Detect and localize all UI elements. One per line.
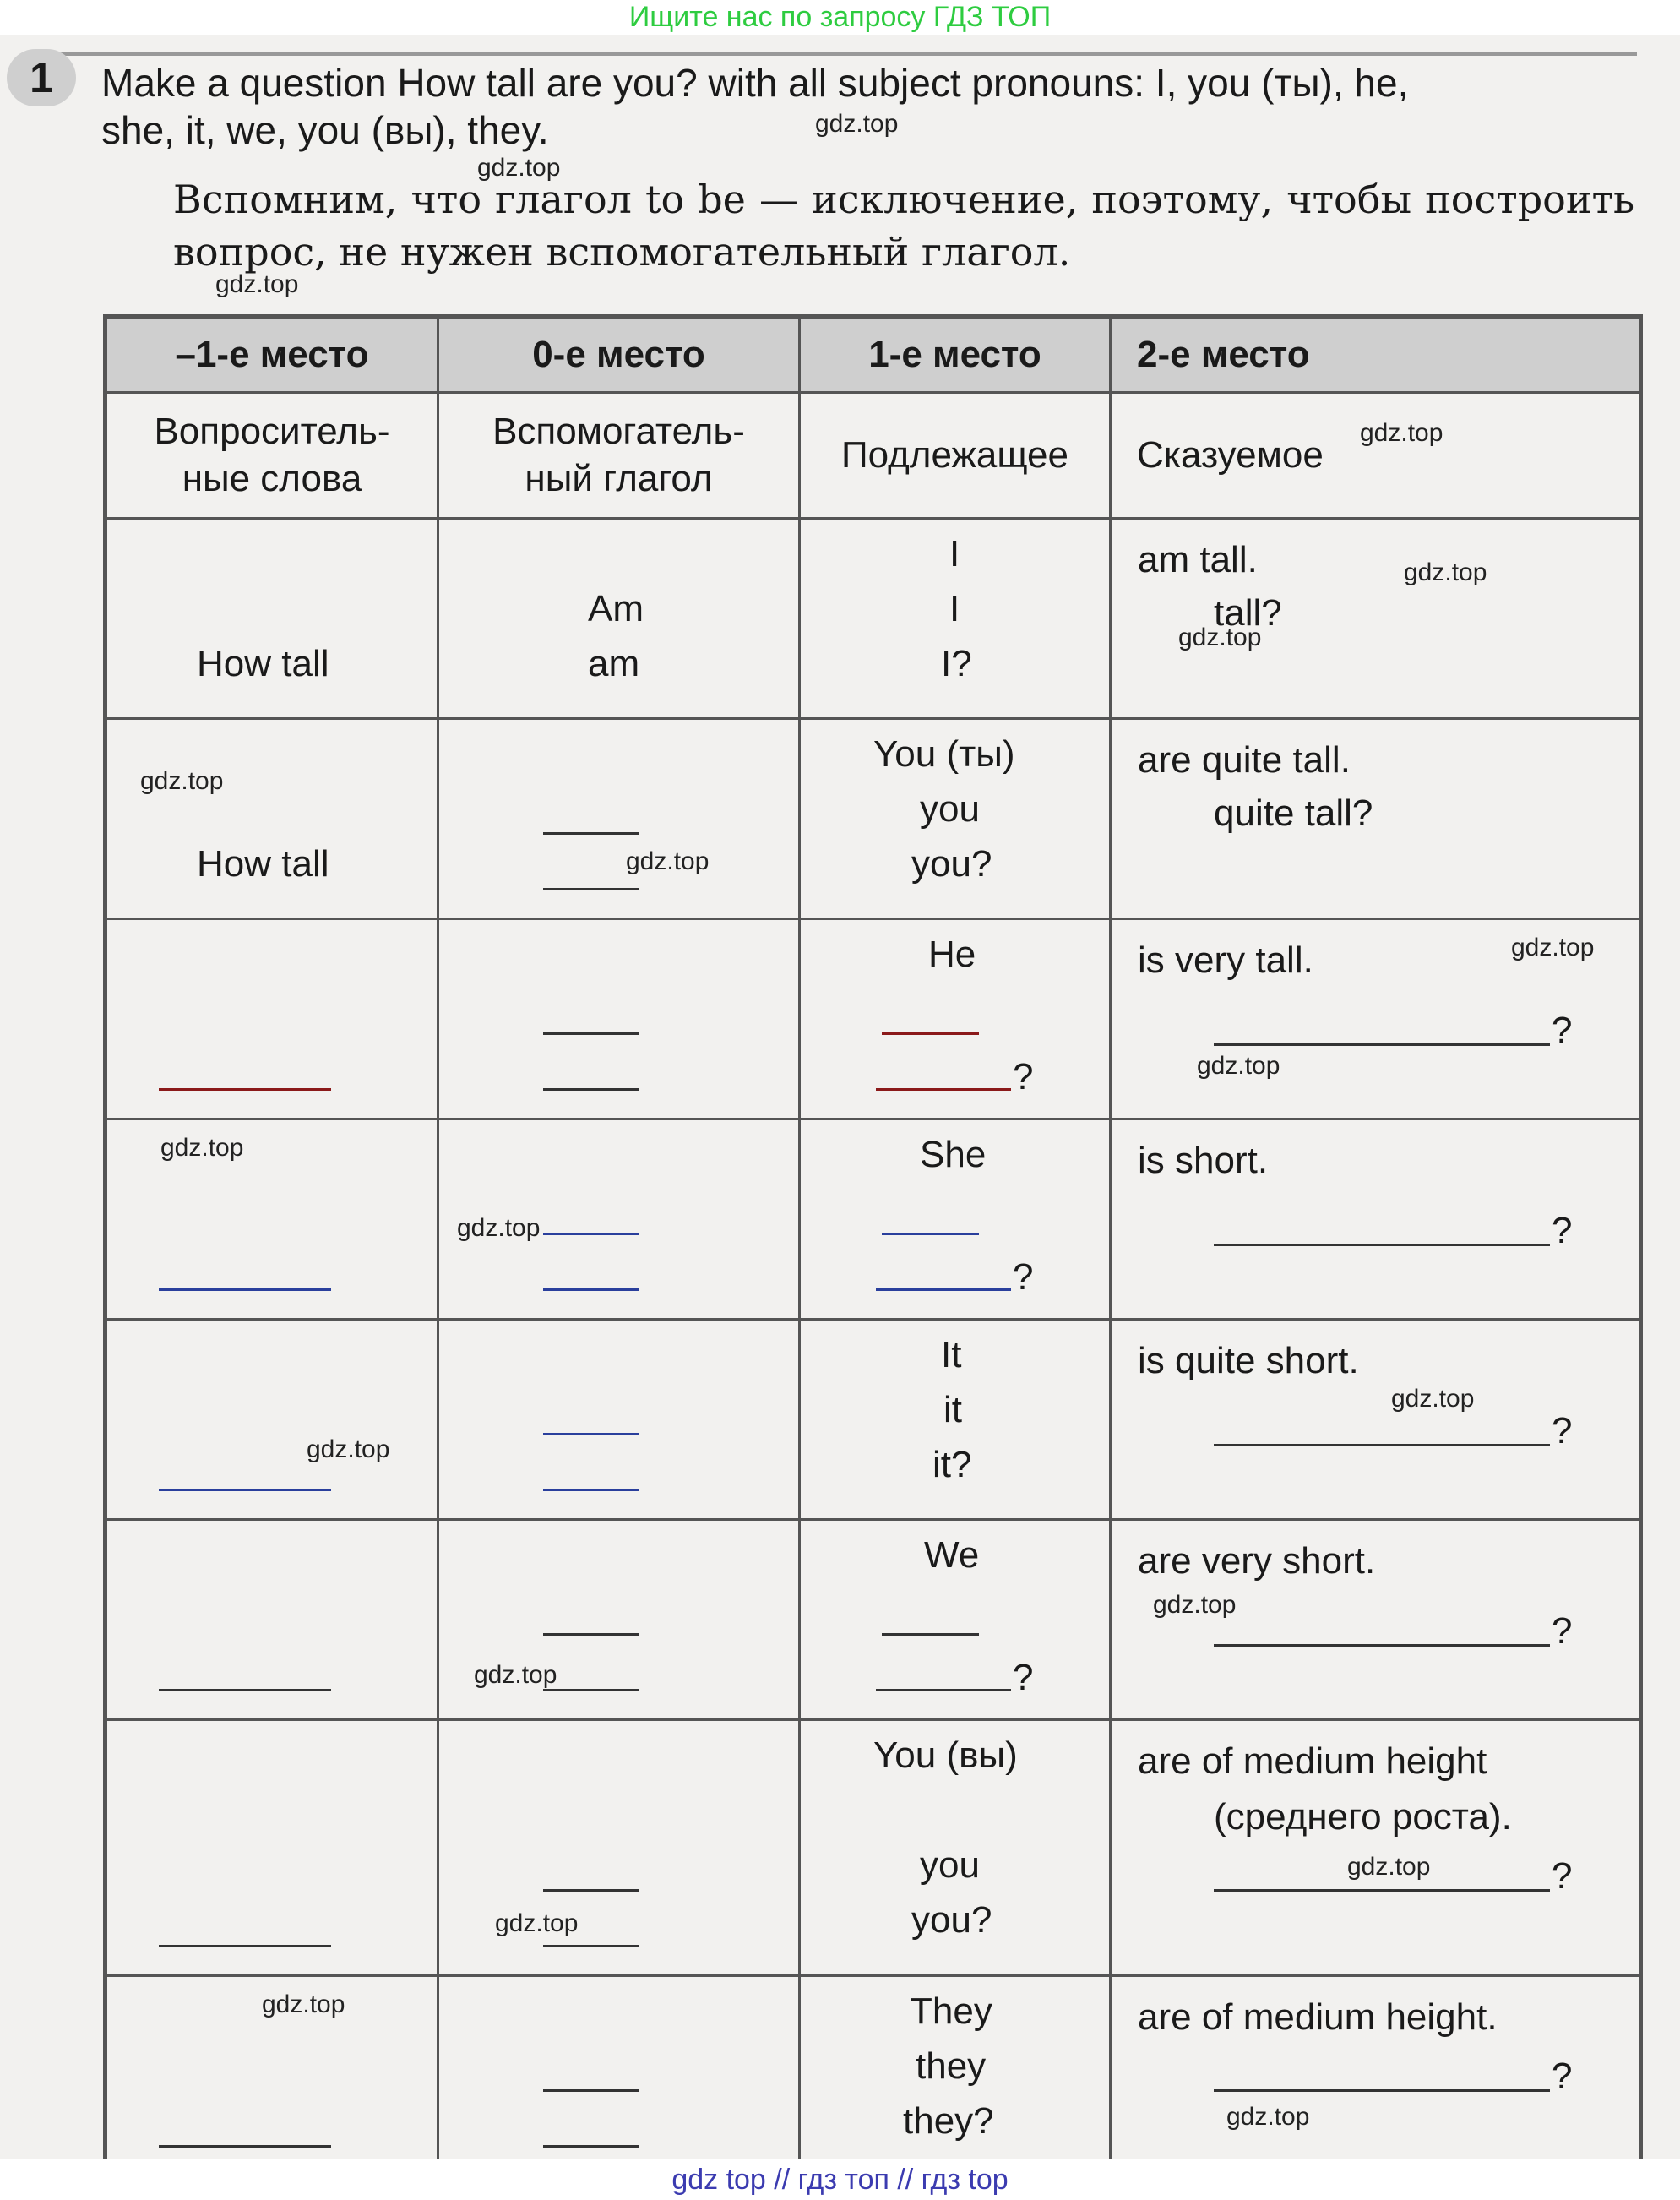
grammar-note: Вспомним, что глагол to be — исключение, поэтому, чтобы построить вопрос, не нужен вспомогательный глагол. bbox=[173, 177, 1634, 275]
watermark: gdz.top bbox=[307, 1435, 390, 1463]
answer-blank[interactable] bbox=[159, 1689, 331, 1691]
question-mark: ? bbox=[1013, 1056, 1034, 1097]
answer-blank[interactable] bbox=[543, 2145, 639, 2148]
task-line-1: Make a question How tall are you? with all subject pronouns: I, you (ты), he, bbox=[101, 61, 1409, 105]
answer-blank[interactable] bbox=[543, 1032, 639, 1035]
watermark: gdz.top bbox=[474, 1661, 557, 1689]
divider bbox=[57, 52, 1637, 56]
answer-blank[interactable] bbox=[159, 1288, 331, 1291]
subheader-col-2: Вспомогатель- ный глагол bbox=[438, 393, 800, 519]
answer-blank[interactable] bbox=[543, 2089, 639, 2092]
answer-blank[interactable] bbox=[543, 1233, 639, 1235]
watermark: gdz.top bbox=[140, 767, 224, 795]
subject: I bbox=[949, 588, 960, 629]
watermark: gdz.top bbox=[1178, 624, 1262, 651]
watermark: gdz.top bbox=[495, 1909, 579, 1937]
header-col-1: –1-е место bbox=[106, 317, 438, 393]
answer-blank[interactable] bbox=[159, 1945, 331, 1947]
answer-blank[interactable] bbox=[159, 1489, 331, 1491]
answer-blank[interactable] bbox=[543, 1088, 639, 1091]
exercise-number: 1 bbox=[7, 49, 76, 106]
watermark: gdz.top bbox=[457, 1214, 541, 1242]
watermark: gdz.top bbox=[1511, 934, 1595, 961]
predicate: (среднего роста). bbox=[1214, 1796, 1512, 1838]
answer-blank[interactable] bbox=[876, 1288, 1011, 1291]
subject: you? bbox=[911, 843, 992, 885]
subject: It bbox=[941, 1334, 962, 1375]
answer-blank[interactable] bbox=[1214, 1644, 1550, 1647]
predicate: is short. bbox=[1138, 1140, 1269, 1181]
subject: We bbox=[924, 1534, 980, 1576]
question-mark: ? bbox=[1552, 1855, 1573, 1897]
watermark: gdz.top bbox=[815, 110, 899, 138]
header-col-4: 2-е место bbox=[1111, 317, 1641, 393]
subject: He bbox=[928, 934, 976, 975]
subject: They bbox=[910, 1990, 992, 2032]
table-row bbox=[106, 519, 1641, 719]
question-word: How tall bbox=[197, 643, 329, 684]
top-banner[interactable]: Ищите нас по запросу ГДЗ ТОП bbox=[0, 0, 1680, 35]
answer-blank[interactable] bbox=[882, 1233, 979, 1235]
question-mark: ? bbox=[1552, 1210, 1573, 1251]
watermark: gdz.top bbox=[1197, 1052, 1280, 1080]
predicate: are very short. bbox=[1138, 1540, 1376, 1582]
table-row bbox=[106, 1520, 1641, 1720]
predicate: is very tall. bbox=[1138, 939, 1313, 981]
answer-blank[interactable] bbox=[543, 1433, 639, 1435]
question-word: How tall bbox=[197, 843, 329, 885]
subject: it? bbox=[932, 1444, 972, 1485]
predicate: are of medium height. bbox=[1138, 1996, 1498, 2038]
answer-blank[interactable] bbox=[543, 1288, 639, 1291]
answer-blank[interactable] bbox=[882, 1032, 979, 1035]
predicate: tall? bbox=[1214, 592, 1282, 634]
watermark: gdz.top bbox=[1226, 2103, 1310, 2131]
answer-blank[interactable] bbox=[1214, 1889, 1550, 1892]
subject: you bbox=[920, 1844, 980, 1886]
answer-blank[interactable] bbox=[543, 832, 639, 835]
question-mark: ? bbox=[1552, 1010, 1573, 1051]
question-mark: ? bbox=[1013, 1657, 1034, 1698]
predicate: am tall. bbox=[1138, 539, 1258, 580]
answer-blank[interactable] bbox=[1214, 1043, 1550, 1046]
watermark: gdz.top bbox=[477, 154, 561, 182]
header-col-3: 1-е место bbox=[800, 317, 1111, 393]
subject: I? bbox=[941, 643, 972, 684]
task-line-2: she, it, we, you (вы), they. bbox=[101, 108, 549, 152]
bottom-banner[interactable]: gdz top // гдз топ // гдз top bbox=[0, 2159, 1680, 2200]
subject: I bbox=[949, 533, 960, 575]
subheader-col-3: Подлежащее bbox=[800, 393, 1111, 519]
watermark: gdz.top bbox=[626, 847, 710, 875]
exercise-table bbox=[103, 314, 1643, 2179]
answer-blank[interactable] bbox=[543, 888, 639, 890]
answer-blank[interactable] bbox=[159, 1088, 331, 1091]
subject: you? bbox=[911, 1899, 992, 1941]
subject: you bbox=[920, 788, 980, 830]
question-mark: ? bbox=[1552, 1610, 1573, 1652]
answer-blank[interactable] bbox=[543, 1489, 639, 1491]
subject: She bbox=[920, 1134, 987, 1175]
answer-blank[interactable] bbox=[1214, 1244, 1550, 1246]
watermark: gdz.top bbox=[262, 1990, 345, 2018]
header-col-2: 0-е место bbox=[438, 317, 800, 393]
subheader-col-4: Сказуемое bbox=[1111, 393, 1641, 519]
answer-blank[interactable] bbox=[159, 2145, 331, 2148]
question-mark: ? bbox=[1552, 1410, 1573, 1451]
answer-blank[interactable] bbox=[876, 1088, 1011, 1091]
answer-blank[interactable] bbox=[543, 1945, 639, 1947]
subject: it bbox=[943, 1389, 962, 1430]
question-mark: ? bbox=[1013, 1256, 1034, 1298]
watermark: gdz.top bbox=[1347, 1853, 1431, 1881]
predicate: is quite short. bbox=[1138, 1340, 1359, 1381]
answer-blank[interactable] bbox=[543, 1633, 639, 1636]
answer-blank[interactable] bbox=[543, 1689, 639, 1691]
predicate: quite tall? bbox=[1214, 792, 1373, 834]
table-row bbox=[106, 719, 1641, 919]
task-text bbox=[101, 59, 1639, 154]
subject: they bbox=[916, 2045, 987, 2087]
watermark: gdz.top bbox=[1360, 419, 1443, 447]
question-mark: ? bbox=[1552, 2056, 1573, 2097]
aux-verb: am bbox=[588, 643, 640, 684]
subject: You (вы) bbox=[873, 1734, 1018, 1776]
watermark: gdz.top bbox=[160, 1134, 244, 1162]
watermark: gdz.top bbox=[215, 270, 299, 298]
answer-blank[interactable] bbox=[876, 1689, 1011, 1691]
table-row bbox=[106, 1320, 1641, 1520]
subheader-col-1: Вопроситель- ные слова bbox=[106, 393, 438, 519]
predicate: are of medium height bbox=[1138, 1740, 1487, 1782]
answer-blank[interactable] bbox=[543, 1889, 639, 1892]
aux-verb: Am bbox=[588, 588, 644, 629]
answer-blank[interactable] bbox=[1214, 2089, 1550, 2092]
subject: You (ты) bbox=[873, 733, 1015, 775]
answer-blank[interactable] bbox=[882, 1633, 979, 1636]
watermark: gdz.top bbox=[1391, 1385, 1475, 1413]
table-row bbox=[106, 1119, 1641, 1320]
answer-blank[interactable] bbox=[1214, 1444, 1550, 1446]
predicate: are quite tall. bbox=[1138, 739, 1351, 781]
table-row bbox=[106, 1976, 1641, 2177]
table-row bbox=[106, 1720, 1641, 1976]
subject: they? bbox=[903, 2100, 994, 2142]
watermark: gdz.top bbox=[1153, 1591, 1237, 1619]
watermark: gdz.top bbox=[1404, 558, 1487, 586]
table-row bbox=[106, 919, 1641, 1119]
